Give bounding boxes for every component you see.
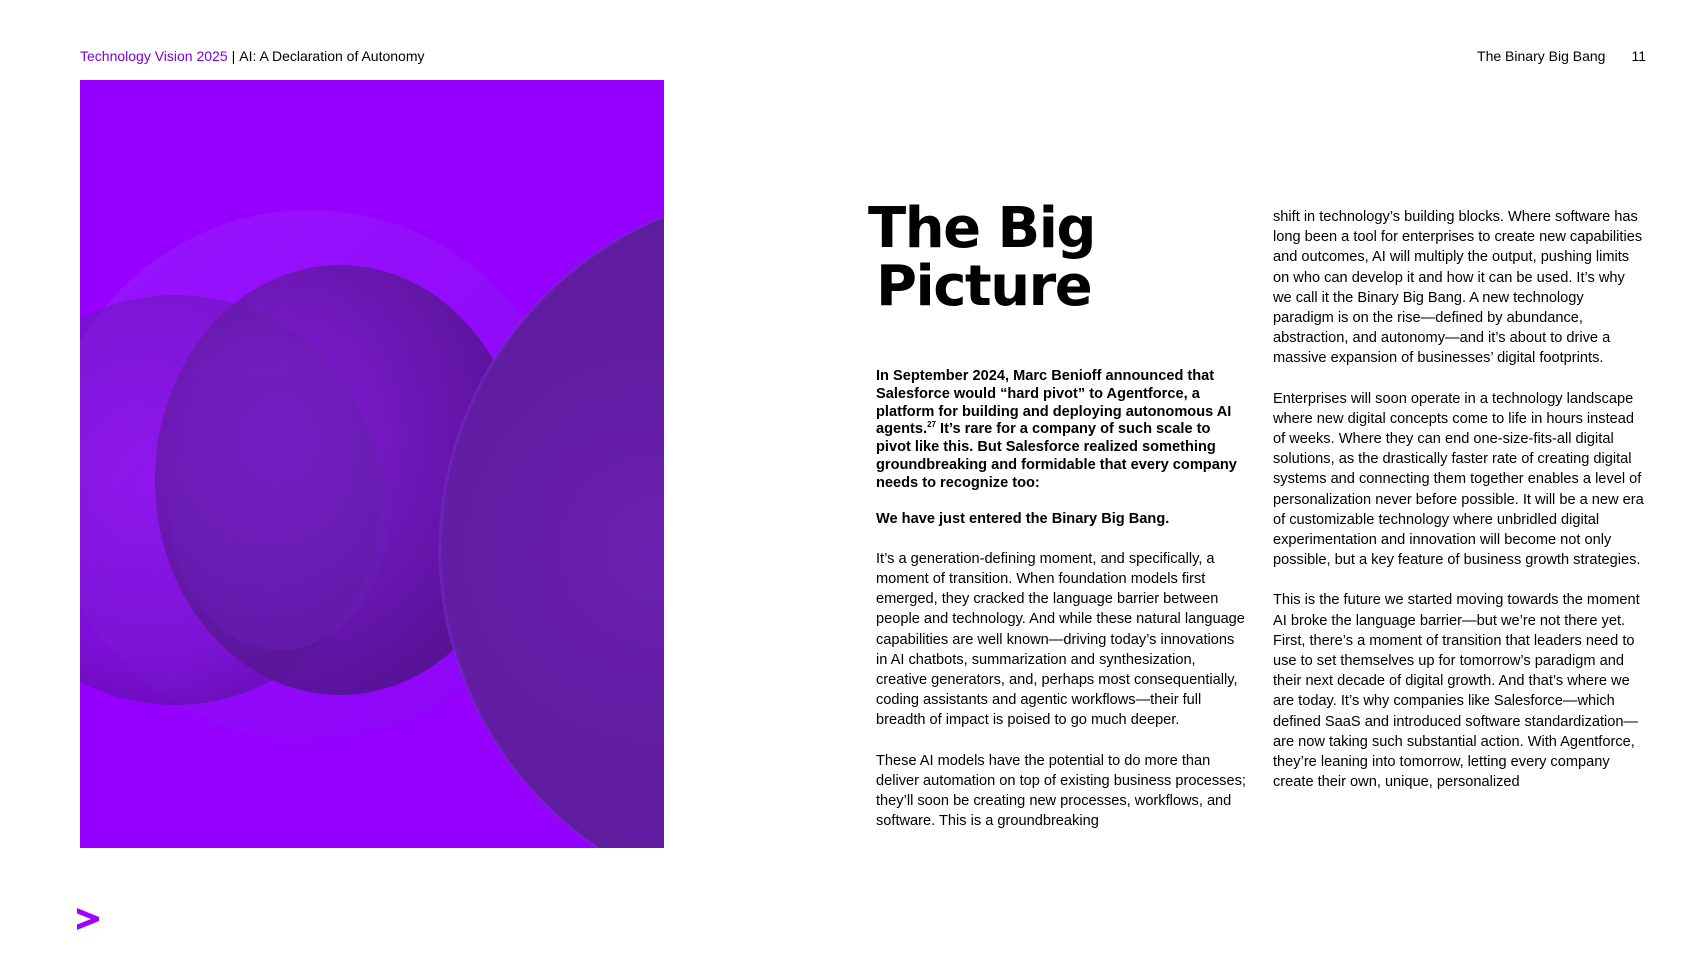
report-subtitle: AI: A Declaration of Autonomy: [239, 48, 425, 64]
abstract-spheres-icon: [80, 80, 664, 848]
page-heading: [868, 196, 1096, 319]
section-title: The Binary Big Bang: [1477, 48, 1606, 64]
hero-image: [80, 80, 664, 848]
chevron-logo-icon: [76, 906, 100, 932]
header-separator: |: [231, 48, 236, 64]
heading-line-2: Picture: [876, 254, 1092, 319]
body-paragraph: It’s a generation-defining moment, and specifically, a moment of transition. When foundation models first emerged, they cracked the language barrier between people and technology. And while these natural language capabilities are well known—driving today’s innovations in AI chatbots, summarization and synthesization, creative generators, and, perhaps most consequentially, coding assistants and agentic workflows—their full breadth of impact is poised to go much deeper.: [876, 550, 1245, 729]
lead-statement: We have just entered the Binary Big Bang.: [876, 510, 1170, 527]
left-text-column: [876, 368, 1248, 851]
accenture-logo: [76, 906, 100, 932]
body-paragraph: This is the future we started moving towards the moment AI broke the language barrier—but we’re not there yet. First, there’s a moment of transition that leaders need to use to set themselves up for tomorrow’s paradigm and their next decade of digital growth. And that’s where we are today. It’s why companies like Salesforce—which defined SaaS and introduced software standardization—are now taking such substantial action. With Agentforce, they’re leaning into tomorrow, letting every company create their own, unique, personalized: [1273, 592, 1640, 791]
section-header: [1477, 47, 1646, 65]
body-paragraph: These AI models have the potential to do more than deliver automation on top of existing business processes; they’ll soon be creating new processes, workflows, and software. This is a groundbreaking: [876, 752, 1246, 830]
lead-paragraph: [876, 368, 1248, 493]
report-title: Technology Vision 2025: [80, 48, 228, 64]
body-paragraph: Enterprises will soon operate in a technology landscape where new digital concepts come to life in hours instead of weeks. Where they can end one-size-fits-all digital solutions, as the drastically faster rate of creating digital systems and connecting them together enables a level of personalization never before possible. It will be a new era of customizable technology where unbridled digital experimentation and innovation will become not only possible, but a key feature of business growth strategies.: [1273, 390, 1644, 569]
lead-text: In September 2024, Marc Benioff announced that Salesforce would “hard pivot” to Agentforce, a platform for building and deploying autonomous AI agents.: [876, 368, 1232, 438]
heading-line-1: The Big: [868, 196, 1096, 261]
page-number: 11: [1631, 48, 1646, 64]
footnote-ref: 27: [927, 420, 936, 430]
body-paragraph: shift in technology’s building blocks. Where software has long been a tool for enterprises to create new capabilities and outcomes, AI will multiply the output, pushing limits on who can develop it and how it can be used. It’s why we call it the Binary Big Bang. A new technology paradigm is on the rise—defined by abundance, abstraction, and autonomy—and it’s about to drive a massive expansion of businesses’ digital footprints.: [1273, 209, 1643, 367]
right-text-column: [1273, 207, 1645, 812]
running-header: [80, 47, 425, 65]
lead-text-continued: It’s rare for a company of such scale to pivot like this. But Salesforce realized something groundbreaking and formidable that every company needs to recognize too:: [876, 421, 1237, 491]
